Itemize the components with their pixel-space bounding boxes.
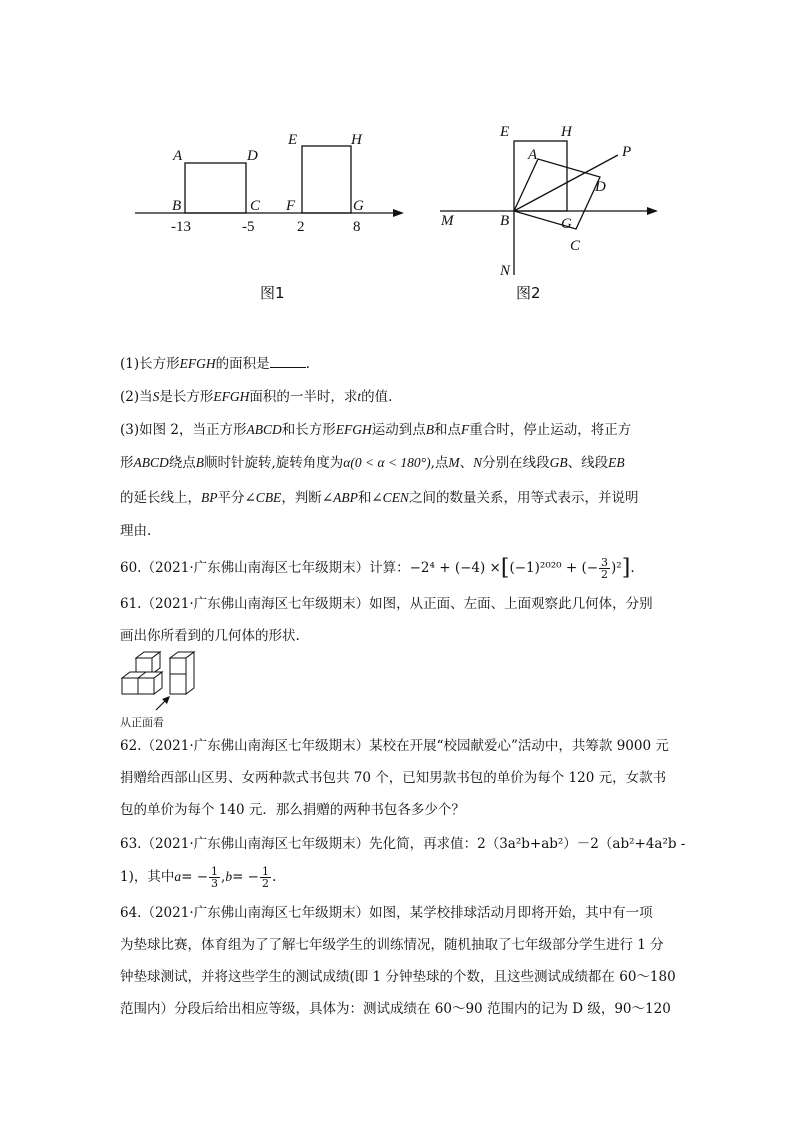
number-line-arrow <box>393 209 404 217</box>
tick-label-minus-5: -5 <box>242 219 255 235</box>
figure-2 <box>430 115 670 310</box>
question-64-line-1: 64.（2021·广东佛山南海区七年级期末）如图，某学校排球活动月即将开始，其中有一项 <box>120 905 653 921</box>
question-64-line-2: 为垫球比赛，体育组为了了解七年级学生的训练情况，随机抽取了七年级部分学生进行 1 分 <box>120 937 664 953</box>
question-63-line-2: 1)，其中a= − $\frac{1}{3}$ ,b= − $\frac{1}{2}$ . <box>120 865 277 890</box>
point-label-h: H <box>351 132 362 148</box>
point-label-c: C <box>570 238 581 254</box>
question-3-line-4: 理由. <box>120 523 152 539</box>
cube-stack-figure <box>118 650 213 730</box>
point-label-a: A <box>528 147 538 163</box>
point-label-e: E <box>288 132 298 148</box>
question-3-line-2: 形ABCD绕点B顺时针旋转,旋转角度为α(0 < α < 180°),点M、N分别在线段GB、线段EB <box>120 455 625 471</box>
tick-label-8: 8 <box>353 219 361 235</box>
point-label-b: B <box>172 198 182 214</box>
question-62-line-1: 62.（2021·广东佛山南海区七年级期末）某校在开展“校园献爱心”活动中，共筹款 9000 元 <box>120 738 669 754</box>
question-2: (2)当S是长方形EFGH面积的一半时，求t的值. <box>120 389 393 405</box>
question-61-line-2: 画出你所看到的几何体的形状. <box>120 628 300 644</box>
rectangle-efgh <box>302 146 351 213</box>
front-view-caption: 从正面看 <box>120 716 164 729</box>
question-1: (1)长方形EFGH的面积是 . <box>120 356 310 372</box>
question-62-line-3: 包的单价为每个 140 元．那么捐赠的两种书包各多少个？ <box>120 802 465 818</box>
fraction-1-3: $\frac{1}{3}$ <box>211 865 219 890</box>
point-label-f: F <box>286 198 296 214</box>
point-label-c: C <box>250 198 261 214</box>
figure-1-caption: 图1 <box>260 284 285 302</box>
point-label-m: M <box>441 213 454 229</box>
tick-label-2: 2 <box>297 219 305 235</box>
point-label-b: B <box>500 213 510 229</box>
point-label-e: E <box>500 124 510 140</box>
question-64-line-3: 钟垫球测试，并将这些学生的测试成绩(即 1 分钟垫球的个数，且这些测试成绩都在 60～180 <box>120 969 676 985</box>
point-label-a: A <box>173 148 183 164</box>
rotated-square-abcd <box>514 159 600 229</box>
question-3-line-3: 的延长线上，BP平分∠CBE，判断∠ABP和∠CEN之间的数量关系，用等式表示，并说明 <box>120 490 639 506</box>
question-63-line-1: 63.（2021·广东佛山南海区七年级期末）先化简，再求值：2（3a²b+ab²）－2（ab²+4a²b - <box>120 836 686 852</box>
point-label-g: G <box>353 198 364 214</box>
point-label-p: P <box>622 144 632 160</box>
question-61-line-1: 61.（2021·广东佛山南海区七年级期末）如图，从正面、左面、上面观察此几何体，分别 <box>120 596 653 612</box>
point-label-h: H <box>561 124 572 140</box>
answer-blank <box>270 355 306 368</box>
question-3-line-1: (3)如图 2，当正方形ABCD和长方形EFGH运动到点B和点F重合时，停止运动，将正方 <box>120 422 632 438</box>
tick-label-minus-13: -13 <box>171 219 191 235</box>
rectangle-abcd <box>185 163 246 213</box>
question-62-line-2: 捐赠给西部山区男、女两种款式书包共 70 个，已知男款书包的单价为每个 120 元，女款书 <box>120 770 667 786</box>
figure-1 <box>125 125 415 310</box>
point-label-d: D <box>595 179 606 195</box>
horizontal-axis-arrow <box>647 207 658 215</box>
point-label-n: N <box>500 263 511 279</box>
question-60: 60.（2021·广东佛山南海区七年级期末）计算：−2⁴ + (−4) ×[(−1)²⁰²⁰ + (− $\frac{3}{2}$ )²]. <box>120 555 635 581</box>
rectangle-efgh <box>514 141 567 211</box>
fraction-3-2: $\frac{3}{2}$ <box>601 556 609 581</box>
figure-2-caption: 图2 <box>516 284 541 302</box>
question-64-line-4: 范围内）分段后给出相应等级，具体为：测试成绩在 60～90 范围内的记为 D 级，90～120 <box>120 1001 671 1017</box>
fraction-1-2: $\frac{1}{2}$ <box>262 865 269 890</box>
point-label-d: D <box>247 148 258 164</box>
point-label-g: G <box>561 216 572 232</box>
